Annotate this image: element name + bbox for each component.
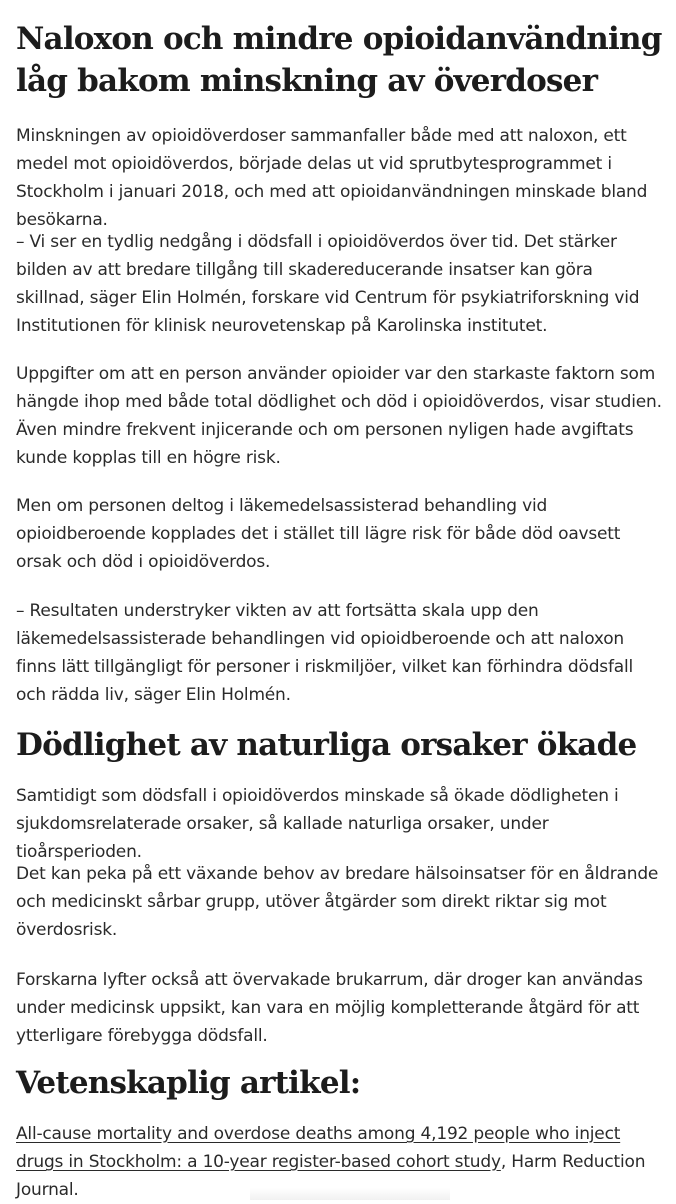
section-heading-scientific-article: Vetenskaplig artikel:	[16, 1065, 361, 1101]
paragraph-quote-holmen-2: – Resultaten understryker vikten av att fortsätta skala upp den läkemedelsassisterade behandlingen vid opioidberoende och att naloxon finns lätt tillgängligt för personer i riskmiljöer, vilket kan förhindra dödsfall och rädda liv, säger Elin Holmén.	[16, 601, 633, 705]
paragraph-risk-factors: Uppgifter om att en person använder opioider var den starkaste faktorn som hängde ihop med både total dödlighet och död i opioidöverdos, visar studien. Även mindre frekvent injicerande och om personen nyligen hade avgiftats kunde kopplas till en högre risk.	[16, 364, 662, 468]
paragraph-quote-holmen-1: – Vi ser en tydlig nedgång i dödsfall i opioidöverdos över tid. Det stärker bilden av att bredare tillgång till skadereducerande insatser kan göra skillnad, säger Elin Holmén, forskare vid Centrum för psykiatriforskning vid Institutionen för klinisk neurovetenskap på Karolinska institutet.	[16, 232, 640, 336]
section-heading-natural-causes: Dödlighet av naturliga orsaker ökade	[16, 727, 637, 763]
bottom-fade	[250, 1188, 450, 1200]
article-heading: Naloxon och mindre opioidanvändning låg bakom minskning av överdoser	[16, 21, 662, 99]
paragraph-health-needs: Det kan peka på ett växande behov av bredare hälsoinsatser för en åldrande och medicinskt sårbar grupp, utöver åtgärder som direkt riktar sig mot överdosrisk.	[16, 864, 659, 940]
paragraph-treatment: Men om personen deltog i läkemedelsassisterad behandling vid opioidberoende kopplades det i stället till lägre risk för både död oavsett orsak och död i opioidöverdos.	[16, 496, 621, 572]
paragraph-natural-causes: Samtidigt som dödsfall i opioidöverdos minskade så ökade dödligheten i sjukdomsrelaterade orsaker, så kallade naturliga orsaker, under tioårsperioden.	[16, 786, 619, 862]
reference-journal: , Harm Reduction Journal.	[16, 1152, 646, 1200]
paragraph-supervised-rooms: Forskarna lyfter också att övervakade brukarrum, där droger kan användas under medicinsk uppsikt, kan vara en möjlig kompletterande åtgärd för att ytterligare förebygga dödsfall.	[16, 970, 643, 1046]
paragraph-naloxone-intro: Minskningen av opioidöverdoser sammanfaller både med att naloxon, ett medel mot opioidöverdos, började delas ut vid sprutbytesprogrammet i Stockholm i januari 2018, och med att opioidanvändningen minskade bland besökarna.	[16, 126, 648, 230]
reference-link[interactable]: All-cause mortality and overdose deaths among 4,192 people who inject drugs in Stockholm: a 10-year register-based cohort study	[16, 1124, 621, 1172]
